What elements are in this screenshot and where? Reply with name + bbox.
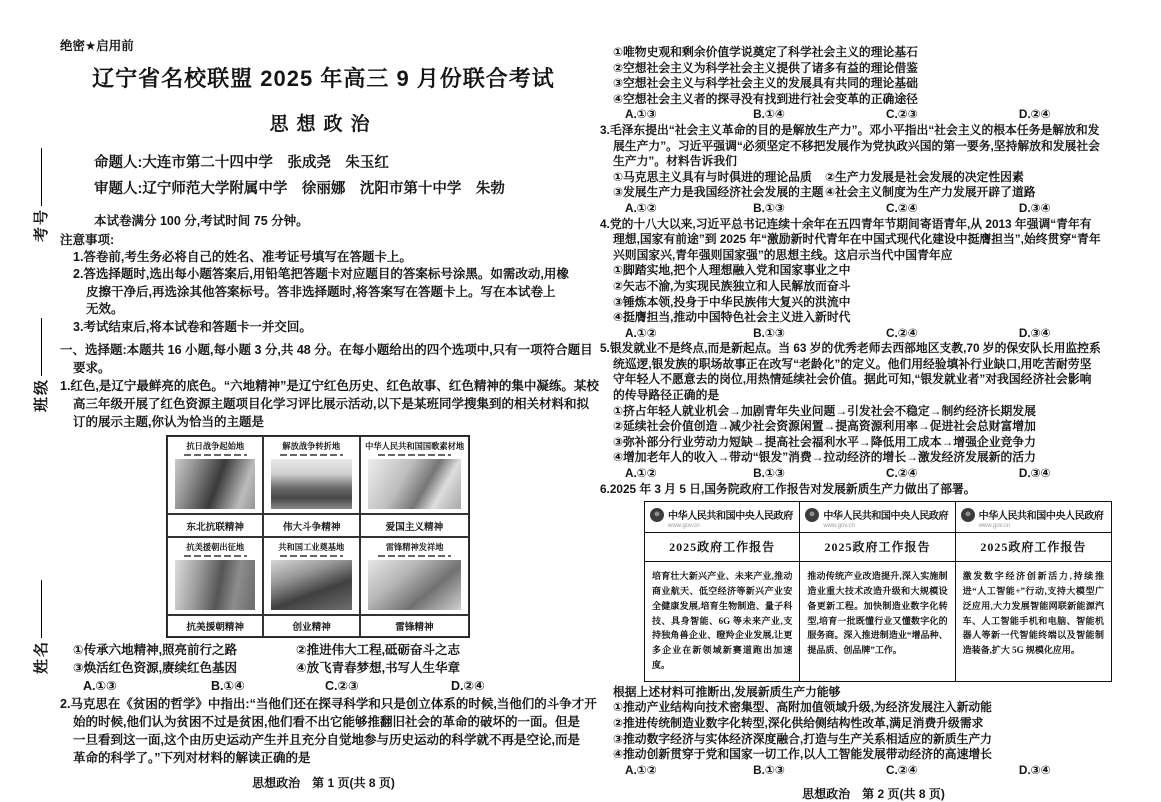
margin-field-name xyxy=(30,580,51,674)
margin-field-exam-number xyxy=(30,148,51,242)
grid-cell-title: 共和国工业奠基地 xyxy=(278,541,345,552)
answer-choice: B.①③ xyxy=(753,325,785,340)
option-item: ③焕活红色资源,赓续红色基因 xyxy=(73,661,238,676)
option-item: ②推进伟大工程,砥砺奋斗之志 xyxy=(296,643,461,658)
option-item: ②延续社会价值创造→减少社会资源闲置→提高资源利用率→促进社会总财富增加 xyxy=(613,419,1036,434)
option-item: ④推动创新贯穿于党和国家一切工作,以人工智能发展带动经济的高速增长 xyxy=(613,747,992,762)
gov-report-body: 培育壮大新兴产业、未来产业,推动商业航天、低空经济等新兴产业安全健康发展,培育生物制造、量子科技、具身智能、6G 等未来产业,支持独角兽企业、瞪羚企业发展,让更多企业在新领域新赛道跑出加速度。 xyxy=(652,571,793,670)
gov-emblem-icon xyxy=(961,508,975,522)
option-item: ④放飞青春梦想,书写人生华章 xyxy=(296,661,461,676)
gov-report-card xyxy=(956,502,1111,681)
option-item: ③发展生产力是我国经济社会发展的主题 xyxy=(613,185,824,200)
answer-choice: D.②④ xyxy=(451,679,485,694)
option-item: ①马克思主义具有与时俱进的理论品质 xyxy=(613,169,812,184)
spirit-label: 爱国主义精神 xyxy=(360,514,469,537)
option-item: ③推动数字经济与实体经济深度融合,打造与生产关系相适应的新质生产力 xyxy=(613,731,992,746)
site-photo xyxy=(368,459,461,509)
section-heading: 一、选择题:本题共 16 小题,每小题 3 分,共 48 分。在每小题给出的四个选项中,只有一项符合题目 xyxy=(60,343,593,358)
grid-cell-title: 中华人民共和国国歌素材地 xyxy=(364,441,464,451)
answer-choice: D.③④ xyxy=(1018,762,1051,777)
answer-choice: D.③④ xyxy=(1018,466,1051,481)
photo-caption xyxy=(280,555,343,557)
spirit-label: 伟大斗争精神 xyxy=(263,514,359,537)
option-item: ②矢志不渝,为实现民族独立和人民解放而奋斗 xyxy=(613,278,851,293)
security-classification: 绝密★启用前 xyxy=(60,39,134,53)
site-photo xyxy=(175,560,255,610)
answer-choice: A.①③ xyxy=(83,679,117,694)
grid-cell xyxy=(263,537,359,615)
question-stem: 始的时候,他们认为贫困不过是贫困,他们看不出它能够推翻旧社会的革命的破坏的一面。但是 xyxy=(73,715,580,730)
gov-report-body: 激发数字经济创新活力,持续推进“人工智能+”行动,支持大模型广泛应用,大力发展智能网联新能源汽车、人工智能手机和电脑、智能机器人等新一代智能终端以及智能制造装备,扩大 5G 规模化应用。 xyxy=(962,571,1104,656)
question-stem: 高三年级开展了红色资源主题项目化学习评比展示活动,以下是某班同学搜集到的相关材料和拟 xyxy=(73,397,589,412)
site-photo xyxy=(271,459,351,509)
question-stem: 守年轻人不愿意去的岗位,用热情延续社会价值。据此可知,“银发就业者”对我国经济社会影响 xyxy=(613,372,1092,387)
spirit-label: 东北抗联精神 xyxy=(167,514,263,537)
answer-choice: B.①④ xyxy=(753,107,785,122)
note-line: 2.答选择题时,选出每小题答案后,用铅笔把答题卡对应题目的答案标号涂黑。如需改动,用橡 xyxy=(73,267,569,282)
option-item: ①挤占年轻人就业机会→加剧青年失业问题→引发社会不稳定→制约经济长期发展 xyxy=(613,403,1036,418)
gov-site-name: 中华人民共和国中央人民政府 xyxy=(978,511,1104,523)
answer-choice: C.②③ xyxy=(325,679,359,694)
gov-site-url: www.gov.cn xyxy=(823,523,855,530)
question-stem: 的传导路径正确的是 xyxy=(613,388,720,403)
grid-cell-title: 抗日战争起始地 xyxy=(186,441,245,451)
photo-caption xyxy=(184,555,247,557)
question-conclusion: 根据上述材料可推断出,发展新质生产力能够 xyxy=(613,684,841,699)
question-stem: 5.银发就业不是终点,而是新起点。当 63 岁的优秀老师去西部地区支教,70 岁的保安队长用监控系 xyxy=(600,341,1101,356)
gov-header xyxy=(645,502,799,533)
option-row xyxy=(600,170,1147,186)
answer-choice: C.②④ xyxy=(886,325,918,340)
red-resource-grid xyxy=(166,435,470,638)
gov-site-name: 中华人民共和国中央人民政府 xyxy=(668,511,793,523)
option-item: ④增加老年人的收入→带动“银发”消费→拉动经济的增长→激发经济发展新的活力 xyxy=(613,450,1036,465)
option-item: ④社会主义制度为生产力发展开辟了道路 xyxy=(825,185,1036,200)
option-item: ④挺膺担当,推动中国特色社会主义进入新时代 xyxy=(613,310,851,325)
grid-cell xyxy=(167,537,263,615)
gov-header xyxy=(956,502,1111,533)
note-line: 无效。 xyxy=(86,302,124,317)
grid-cell xyxy=(167,436,263,514)
note-line: 1.答卷前,考生务必将自己的姓名、准考证号填写在答题卡上。 xyxy=(73,250,412,264)
note-line: 3.考试结束后,将本试卷和答题卡一并交回。 xyxy=(73,319,312,334)
setter-line: 命题人:大连市第二十四中学 张成尧 朱玉红 xyxy=(94,155,389,171)
question-stem: 统巡逻,银发族的职场故事正在改写“老龄化”的定义。他们用经验填补行业缺口,用吃苦耐劳坚 xyxy=(613,356,1092,371)
answer-choice: D.③④ xyxy=(1018,200,1051,215)
site-photo xyxy=(271,560,351,610)
subject-title: 思想政治 xyxy=(269,114,378,135)
reviewer-line: 审题人:辽宁师范大学附属中学 徐丽娜 沈阳市第十中学 朱勃 xyxy=(94,181,505,197)
question-stem: 展生产力”。习近平强调“必须坚定不移把发展作为党执政兴国的第一要务,坚持解放和发展社会 xyxy=(613,138,1100,153)
page-1 xyxy=(60,0,599,791)
grid-cell xyxy=(360,436,469,514)
grid-cell-title: 抗美援朝出征地 xyxy=(186,541,245,552)
gov-report-body: 推动传统产业改造提升,深入实施制造业重大技术改造升级和大规模设备更新工程。加快制造业数字化转型,培育一批既懂行业又懂数字化的服务商。深入推进制造业“增品种、提品质、创品牌”工作。 xyxy=(807,571,948,656)
answer-choice: C.②④ xyxy=(886,466,918,481)
option-item: ④空想社会主义者的探寻没有找到进行社会变革的正确途径 xyxy=(613,91,918,106)
answer-row xyxy=(600,466,1147,482)
option-item: ①脚踏实地,把个人理想融入党和国家事业之中 xyxy=(613,263,851,278)
photo-caption xyxy=(280,454,343,456)
option-item: ②推进传统制造业数字化转型,深化供给侧结构性改革,满足消费升级需求 xyxy=(613,715,984,730)
gov-report-card xyxy=(800,502,955,681)
photo-caption xyxy=(378,454,450,456)
margin-field-class xyxy=(30,318,51,412)
gov-report-title: 2025政府工作报告 xyxy=(956,533,1111,562)
answer-row xyxy=(600,326,1147,342)
gov-site-url: www.gov.cn xyxy=(668,523,700,530)
option-row xyxy=(60,641,587,659)
answer-choice: C.②④ xyxy=(886,762,918,777)
gov-report-table xyxy=(644,501,1112,682)
question-stem: 3.毛泽东提出“社会主义革命的目的是解放生产力”。邓小平指出“社会主义的根本任务是解放和发 xyxy=(600,122,1100,137)
answer-row xyxy=(600,763,1147,779)
answer-choice: C.②③ xyxy=(886,107,918,122)
question-stem: 革命的科学了。”下列对材料的解读正确的是 xyxy=(73,751,311,766)
question-stem: 理想,国家有前途”到 2025 年“激励新时代青年在中国式现代化建设中挺膺担当”,始终贯穿“青年 xyxy=(613,232,1101,247)
margin-label: 考号 xyxy=(33,207,50,242)
grid-cell-title: 雷锋精神发祥地 xyxy=(385,541,444,552)
gov-header xyxy=(800,502,954,533)
answer-choice: B.①③ xyxy=(753,762,785,777)
gov-emblem-icon xyxy=(650,508,664,522)
option-item: ①传承六地精神,照亮前行之路 xyxy=(73,643,238,658)
page-footer: 思想政治 第 1 页(共 8 页) xyxy=(252,776,395,791)
grid-cell xyxy=(263,436,359,514)
option-item: ③弥补部分行业劳动力短缺→提高社会福利水平→降低用工成本→增强企业竞争力 xyxy=(613,434,1036,449)
answer-choice: A.①③ xyxy=(625,107,657,122)
exam-title: 辽宁省名校联盟 2025 年高三 9 月份联合考试 xyxy=(92,66,555,91)
photo-caption xyxy=(184,454,247,456)
section-heading: 要求。 xyxy=(73,361,111,376)
gov-site-name: 中华人民共和国中央人民政府 xyxy=(823,511,949,523)
answer-choice: A.①② xyxy=(625,762,657,777)
answer-choice: C.②④ xyxy=(886,200,918,215)
question-stem: 生产力”。材料告诉我们 xyxy=(613,154,737,169)
question-stem: 6.2025 年 3 月 5 日,国务院政府工作报告对发展新质生产力做出了部署。 xyxy=(600,481,976,496)
spirit-label: 抗美援朝精神 xyxy=(167,615,263,638)
photo-caption xyxy=(378,555,450,557)
answer-choice: B.①③ xyxy=(753,466,785,481)
answer-row xyxy=(600,107,1147,123)
grid-cell-title: 解放战争转折地 xyxy=(282,441,341,451)
exam-info: 本试卷满分 100 分,考试时间 75 分钟。 xyxy=(94,214,309,228)
answer-row xyxy=(60,677,587,695)
spirit-label: 创业精神 xyxy=(263,615,359,638)
gov-report-card xyxy=(645,502,800,681)
answer-choice: D.③④ xyxy=(1018,325,1051,340)
question-stem: 订的展示主题,你认为恰当的主题是 xyxy=(73,415,264,430)
answer-choice: A.①② xyxy=(625,325,657,340)
option-item: ③锤炼本领,投身于中华民族伟大复兴的洪流中 xyxy=(613,294,851,309)
answer-choice: A.①② xyxy=(625,466,657,481)
grid-cell xyxy=(360,537,469,615)
write-in-line xyxy=(41,580,42,638)
question-stem: 兴则国家兴,青年强则国家强”的思想主线。这启示当代中国青年应 xyxy=(613,247,953,262)
option-item: ③空想社会主义与科学社会主义的发展具有共同的理论基础 xyxy=(613,76,918,91)
margin-label: 班级 xyxy=(33,377,50,412)
gov-report-title: 2025政府工作报告 xyxy=(800,533,954,562)
answer-choice: B.①③ xyxy=(753,200,785,215)
margin-label: 姓名 xyxy=(33,639,50,674)
write-in-line xyxy=(41,318,42,376)
option-item: ①唯物史观和剩余价值学说奠定了科学社会主义的理论基石 xyxy=(613,45,918,59)
answer-row xyxy=(600,201,1147,217)
write-in-line xyxy=(41,148,42,206)
question-stem: 2.马克思在《贫困的哲学》中指出:“当他们还在探寻科学和只是创立体系的时候,当他们的斗争才开 xyxy=(60,697,597,712)
note-line: 皮擦干净后,再选涂其他答案标号。答非选择题时,将答案写在答题卡上。写在本试卷上 xyxy=(86,284,556,299)
gov-report-title: 2025政府工作报告 xyxy=(645,533,799,562)
option-row xyxy=(60,659,587,677)
page-footer: 思想政治 第 2 页(共 8 页) xyxy=(802,787,945,802)
gov-site-url: www.gov.cn xyxy=(978,523,1011,530)
question-stem: 4.党的十八大以来,习近平总书记连续十余年在五四青年节期间寄语青年,从 2013 年强调“青年有 xyxy=(600,216,1092,231)
option-item: ②生产力发展是社会发展的决定性因素 xyxy=(825,169,1024,184)
question-stem: 一旦看到这一面,这个由历史运动产生并且充分自觉地参与历史运动的科学就不再是空论,而是 xyxy=(73,733,580,748)
answer-choice: D.②④ xyxy=(1018,107,1051,122)
option-item: ①推动产业结构向技术密集型、高附加值领域升级,为经济发展注入新动能 xyxy=(613,700,992,715)
option-item: ②空想社会主义为科学社会主义提供了诸多有益的理论借鉴 xyxy=(613,60,918,75)
site-photo xyxy=(368,560,461,610)
notes-title: 注意事项: xyxy=(60,233,115,247)
answer-choice: B.①④ xyxy=(211,679,245,694)
site-photo xyxy=(175,459,255,509)
option-row xyxy=(600,185,1147,201)
spirit-label: 雷锋精神 xyxy=(360,615,469,638)
gov-emblem-icon xyxy=(805,508,819,522)
question-stem: 1.红色,是辽宁最鲜亮的底色。“六地精神”是辽宁红色历史、红色故事、红色精神的集中凝练。某校 xyxy=(60,379,599,394)
page-2 xyxy=(600,0,1147,802)
answer-choice: A.①② xyxy=(625,200,657,215)
